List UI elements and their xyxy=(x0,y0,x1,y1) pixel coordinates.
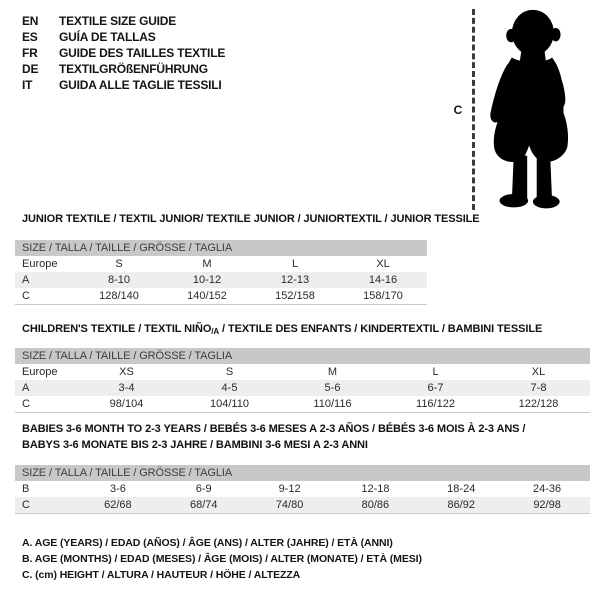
legend-row-es xyxy=(22,29,225,45)
size-header-bar: SIZE / TALLA / TAILLE / GRÖSSE / TAGLIA xyxy=(15,348,590,364)
language-code: ES xyxy=(22,30,38,44)
row-label: Europe xyxy=(22,258,58,270)
children-title-post: / TEXTILE DES ENFANTS / KINDERTEXTIL / BAMBINI TESSILE xyxy=(219,323,543,335)
size-header-bar: SIZE / TALLA / TAILLE / GRÖSSE / TAGLIA xyxy=(15,465,590,481)
legend-row-fr xyxy=(22,45,225,61)
legend-row-it xyxy=(22,77,225,93)
row-label: B xyxy=(22,483,30,495)
table-cell: 152/158 xyxy=(275,290,315,302)
legend-row-de xyxy=(22,61,225,77)
table-cell: 5-6 xyxy=(324,382,341,394)
row-label: A xyxy=(22,382,30,394)
table-cell: M xyxy=(327,366,338,378)
table-cell: 86/92 xyxy=(447,499,475,511)
table-cell: 24-36 xyxy=(533,483,562,495)
table-cell: 9-12 xyxy=(278,483,301,495)
table-cell: 122/128 xyxy=(518,398,559,410)
table-row xyxy=(15,256,427,272)
table-cell: 8-10 xyxy=(107,274,131,286)
row-label: A xyxy=(22,274,30,286)
table-row xyxy=(15,364,590,380)
footnote-c: C. (cm) HEIGHT / ALTURA / HAUTEUR / HÖHE / ALTEZZA xyxy=(22,569,301,581)
legend-text: GUÍA DE TALLAS xyxy=(59,30,156,44)
table-cell: 92/98 xyxy=(533,499,561,511)
table-cell: 62/68 xyxy=(104,499,132,511)
row-label: C xyxy=(22,290,30,302)
table-cell: 14-16 xyxy=(368,274,398,286)
table-cell: L xyxy=(432,366,439,378)
babies-title-line1: BABIES 3-6 MONTH TO 2-3 YEARS / BEBÉS 3-6 MESES A 2-3 AÑOS / BÉBÉS 3-6 MOIS À 2-3 ANS / xyxy=(22,423,526,435)
table-cell: XL xyxy=(531,366,546,378)
table-cell: 3-6 xyxy=(109,483,126,495)
table-cell: 10-12 xyxy=(192,274,222,286)
table-cell: 116/122 xyxy=(416,398,455,410)
height-measure-label: C xyxy=(453,103,463,117)
language-code: DE xyxy=(22,62,39,76)
children-table-title xyxy=(22,321,542,340)
table-cell: XS xyxy=(119,366,134,378)
table-cell: 158/170 xyxy=(363,290,403,302)
table-cell: 7-8 xyxy=(530,382,547,394)
table-cell: 80/86 xyxy=(361,499,390,511)
row-label: C xyxy=(22,398,30,410)
table-cell: 104/110 xyxy=(210,398,249,410)
table-cell: 18-24 xyxy=(447,483,476,495)
row-label: Europe xyxy=(22,366,58,378)
legend-text: GUIDE DES TAILLES TEXTILE xyxy=(59,46,226,60)
table-row xyxy=(15,380,590,396)
table-cell: 4-5 xyxy=(221,382,238,394)
table-cell: 98/104 xyxy=(109,398,144,410)
legend-row-en xyxy=(22,13,225,29)
language-code: IT xyxy=(22,78,33,92)
children-title-pre: CHILDREN'S TEXTILE / TEXTIL NIÑO xyxy=(22,323,212,335)
table-cell: L xyxy=(291,258,299,270)
toddler-silhouette-icon xyxy=(482,6,580,216)
table-cell: 128/140 xyxy=(99,290,139,302)
table-cell: 6-7 xyxy=(427,382,444,394)
junior-table-title: JUNIOR TEXTILE / TEXTIL JUNIOR/ TEXTILE JUNIOR / JUNIORTEXTIL / JUNIOR TESSILE xyxy=(22,213,480,225)
legend-text: GUIDA ALLE TAGLIE TESSILI xyxy=(59,78,222,92)
legend-text: TEXTILE SIZE GUIDE xyxy=(59,14,177,28)
table-row xyxy=(15,396,590,412)
children-title-subscript: /A xyxy=(211,327,220,336)
table-cell: 6-9 xyxy=(195,483,212,495)
legend-text: TEXTILGRÖßENFÜHRUNG xyxy=(59,62,208,76)
language-code: FR xyxy=(22,46,38,60)
table-cell: 3-4 xyxy=(118,382,135,394)
babies-title-line2: BABYS 3-6 MONATE BIS 2-3 JAHRE / BAMBINI 3-6 MESI A 2-3 ANNI xyxy=(22,439,368,451)
footnote-a: A. AGE (YEARS) / EDAD (AÑOS) / ÂGE (ANS) / ALTER (JAHRE) / ETÀ (ANNI) xyxy=(22,537,393,549)
junior-table xyxy=(15,240,427,305)
table-row xyxy=(15,481,590,497)
table-cell: 74/80 xyxy=(275,499,304,511)
children-table xyxy=(15,348,590,413)
table-cell: 12-13 xyxy=(280,274,310,286)
footnotes xyxy=(22,535,422,583)
table-row xyxy=(15,272,427,288)
babies-table-title xyxy=(22,421,525,453)
table-cell: M xyxy=(202,258,212,270)
table-row xyxy=(15,497,590,513)
size-header-bar: SIZE / TALLA / TAILLE / GRÖSSE / TAGLIA xyxy=(15,240,427,256)
table-cell: 140/152 xyxy=(187,290,227,302)
table-cell: 68/74 xyxy=(189,499,218,511)
row-label: C xyxy=(22,499,30,511)
footnote-b: B. AGE (MONTHS) / EDAD (MESES) / ÂGE (MOIS) / ALTER (MONATE) / ETÀ (MESI) xyxy=(22,553,422,565)
babies-table xyxy=(15,465,590,514)
table-cell: 12-18 xyxy=(361,483,390,495)
language-code: EN xyxy=(22,14,39,28)
language-legend xyxy=(22,13,225,93)
height-measure-dashed-line xyxy=(472,9,475,210)
table-cell: XL xyxy=(376,258,390,270)
table-cell: S xyxy=(225,366,234,378)
table-row xyxy=(15,288,427,304)
table-cell: 110/116 xyxy=(313,398,352,410)
table-cell: S xyxy=(115,258,123,270)
